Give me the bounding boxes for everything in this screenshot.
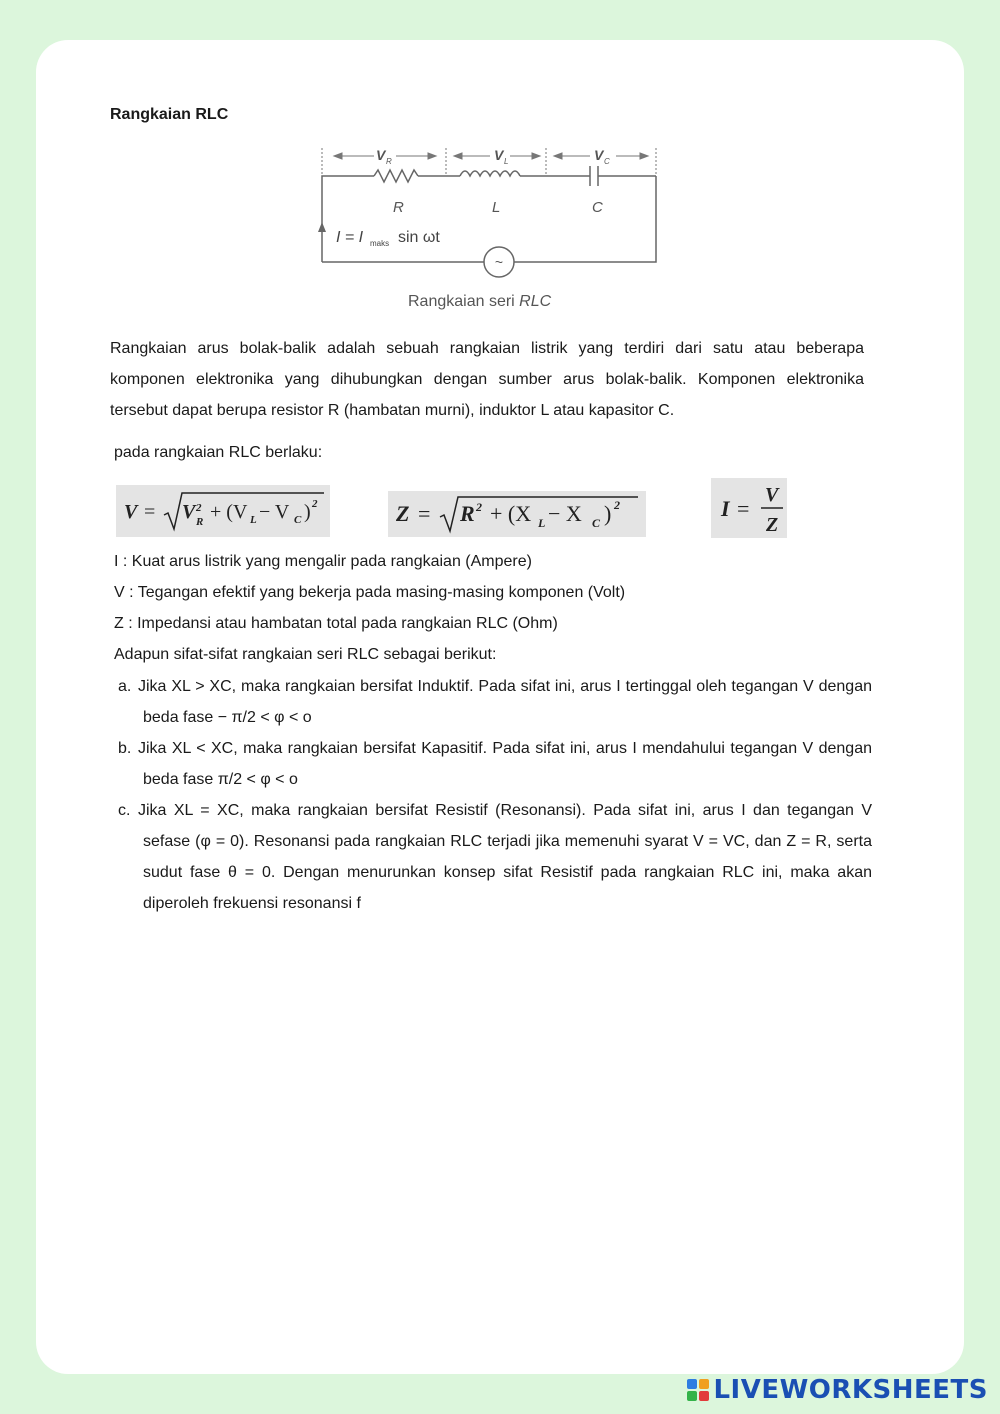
current-formula-sub: maks [370, 239, 390, 248]
circuit-wires [322, 166, 656, 277]
definition-i: I : Kuat arus listrik yang mengalir pada rangkaian (Ampere) [114, 553, 532, 570]
label-vc: V [594, 147, 604, 163]
svg-text:R: R [196, 516, 204, 528]
svg-text:): ) [304, 501, 311, 523]
property-capacitive: b. Jika XL < XC, maka rangkaian bersifat Kapasitif. Pada sifat ini, arus I mendahului tegangan V dengan beda fase π/2 < φ < o [118, 740, 872, 788]
svg-text:I: I [721, 496, 730, 521]
svg-text:C: C [294, 514, 302, 526]
intro-paragraph: Rangkaian arus bolak-balik adalah sebuah rangkaian listrik yang terdiri dari satu atau beberapa komponen elektronika yang dihubungkan dengan sumber arus bolak-balik. Komponen elektronika tersebut dapat berupa resistor R (hambatan murni), induktor L atau kapasitor C. [110, 340, 864, 419]
svg-text:Z: Z [766, 514, 779, 536]
svg-text:2: 2 [614, 498, 620, 512]
brand-name: LIVEWORKSHEETS [713, 1375, 988, 1405]
svg-text:): ) [604, 501, 612, 526]
voltage-formula [116, 485, 330, 537]
svg-text:2: 2 [476, 500, 482, 514]
property-inductive: a. Jika XL > XC, maka rangkaian bersifat Induktif. Pada sifat ini, arus I tertinggal oleh tegangan V dengan beda fase − π/2 < φ < o [118, 678, 872, 726]
svg-text:L: L [538, 516, 546, 530]
label-vl: V [494, 147, 504, 163]
property-resistive: c. Jika XL = XC, maka rangkaian bersifat Resistif (Resonansi). Pada sifat ini, arus I dan tegangan V sefase (φ = 0). Resonansi pada rangkaian RLC terjadi jika memenuhi syarat V = VC, dan Z = R, serta sudut fase θ = 0. Dengan menurunkan konsep sifat Resistif pada rangkaian RLC ini, maka akan diperoleh frekuensi resonansi f [118, 802, 872, 912]
svg-text:=: = [418, 501, 431, 526]
svg-text:V: V [765, 484, 779, 506]
svg-text:+ (X: + (X [490, 501, 532, 526]
label-vl-sub: L [504, 157, 509, 166]
label-l: L [492, 199, 501, 216]
svg-text:2: 2 [312, 498, 318, 510]
page-title: Rangkaian RLC [110, 106, 229, 123]
label-vr: V [376, 147, 386, 163]
impedance-formula [388, 491, 646, 537]
svg-text:L: L [250, 514, 257, 526]
liveworksheets-logo[interactable] [687, 1374, 988, 1406]
definition-list [114, 546, 874, 670]
svg-text:− X: − X [548, 501, 582, 526]
ac-source-symbol: ~ [494, 254, 504, 270]
current-formula: I = I [336, 229, 364, 246]
formulas-intro: pada rangkaian RLC berlaku: [114, 444, 323, 461]
label-vr-sub: R [386, 157, 392, 166]
definition-z: Z : Impedansi atau hambatan total pada rangkaian RLC (Ohm) [114, 615, 558, 632]
svg-text:2: 2 [196, 502, 202, 514]
svg-text:=: = [737, 496, 750, 521]
svg-text:R: R [460, 501, 475, 526]
svg-text:+ (V: + (V [210, 501, 248, 523]
svg-text:V: V [182, 501, 196, 523]
figure-caption: Rangkaian seri RLC [408, 293, 552, 310]
current-formula-rest: sin ωt [398, 229, 440, 246]
svg-text:V: V [124, 501, 138, 523]
logo-icon [687, 1379, 709, 1401]
svg-text:− V: − V [259, 501, 290, 523]
svg-text:=: = [144, 501, 156, 523]
svg-text:C: C [592, 516, 601, 530]
label-c: C [592, 199, 603, 216]
svg-text:Z: Z [396, 501, 410, 526]
label-r: R [393, 199, 404, 216]
rlc-circuit-figure [300, 140, 680, 320]
properties-list [118, 671, 872, 919]
label-vc-sub: C [604, 157, 610, 166]
properties-intro: Adapun sifat-sifat rangkaian seri RLC sebagai berikut: [114, 646, 497, 663]
current-formula-box [711, 478, 787, 538]
current-arrow [318, 222, 326, 232]
definition-v: V : Tegangan efektif yang bekerja pada masing-masing komponen (Volt) [114, 584, 626, 601]
